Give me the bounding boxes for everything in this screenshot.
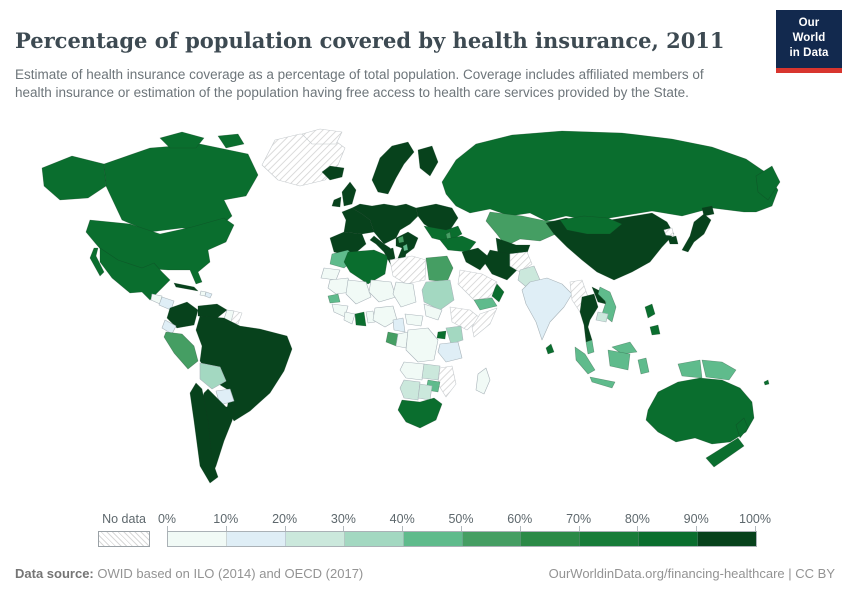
legend-bin[interactable] [698,532,756,546]
country-ivory-coast[interactable] [344,312,355,324]
legend-bin[interactable] [168,532,227,546]
country-russia[interactable] [442,131,778,221]
country-cambodia[interactable] [596,312,608,322]
country-yemen[interactable] [474,298,497,310]
country-egypt[interactable] [426,256,453,282]
legend-tick-label: 50% [448,512,474,526]
country-kenya[interactable] [446,326,463,344]
country-madagascar[interactable] [476,368,490,394]
country-cameroon[interactable] [393,318,405,332]
country-indonesia[interactable] [678,360,702,378]
country-central-african-republic[interactable] [405,314,423,326]
data-source-note [15,566,363,581]
legend-tick-label: 80% [624,512,650,526]
country-namibia[interactable] [400,380,420,400]
country-algeria[interactable] [344,250,388,284]
country-malaysia[interactable] [586,340,594,354]
owid-link[interactable]: OurWorldinData.org/financing-healthcare | CC BY [548,566,835,581]
legend-color-bar [167,531,757,547]
country-uganda[interactable] [437,331,446,339]
country-botswana[interactable] [418,384,432,400]
legend-tick-label: 30% [330,512,356,526]
country-mozambique[interactable] [438,366,456,397]
owid-logo-line1: Our World [792,17,826,44]
chart-footer [15,566,835,581]
country-libya[interactable] [390,256,426,284]
country-chad[interactable] [393,282,416,307]
owid-logo-line2: in Data [789,46,829,59]
legend-tick-label: 60% [507,512,533,526]
legend-bin[interactable] [286,532,345,546]
map-legend [0,512,850,552]
legend-bin[interactable] [463,532,522,546]
page-title: Percentage of population covered by health insurance, 2011 [15,28,725,54]
country-australia[interactable] [646,378,754,444]
country-zambia[interactable] [422,364,440,380]
country-ireland[interactable] [332,197,341,207]
legend-bin[interactable] [521,532,580,546]
legend-no-data-label: No data [102,512,146,526]
country-south-africa[interactable] [398,398,442,428]
country-saudi-arabia[interactable] [458,270,497,300]
country-sri-lanka[interactable] [546,344,554,354]
country-peru[interactable] [164,332,198,369]
country-somalia[interactable] [472,308,497,337]
country-indonesia[interactable] [638,358,649,374]
country-canada[interactable] [218,134,244,148]
legend-bin[interactable] [345,532,404,546]
country-western-sahara[interactable] [321,268,340,280]
legend-tick-label: 0% [157,512,177,526]
country-japan[interactable] [702,206,714,216]
legend-tick-label: 20% [272,512,298,526]
country-norway[interactable] [372,142,414,194]
country-fiji[interactable] [764,380,769,385]
country-dominican-republic[interactable] [205,292,212,298]
legend-tick-label: 100% [739,512,771,526]
legend-bin[interactable] [580,532,639,546]
country-thailand[interactable] [580,294,598,342]
country-philippines[interactable] [645,304,655,318]
legend-tick-label: 40% [389,512,415,526]
country-finland[interactable] [418,146,438,176]
owid-logo[interactable] [776,10,842,73]
country-indonesia[interactable] [590,377,615,388]
country-niger[interactable] [369,280,396,302]
legend-tick-label: 10% [213,512,239,526]
country-cuba[interactable] [174,283,198,291]
legend-bin[interactable] [404,532,463,546]
legend-no-data-swatch[interactable] [98,531,150,547]
country-papua-new-guinea[interactable] [702,360,736,380]
country-philippines[interactable] [650,325,660,335]
country-tanzania[interactable] [438,342,462,362]
country-dr-congo[interactable] [406,328,438,362]
legend-tick-label: 90% [683,512,709,526]
legend-tick-label: 70% [566,512,592,526]
country-canada[interactable] [104,144,258,232]
country-angola[interactable] [400,362,424,380]
country-senegal[interactable] [328,294,340,303]
country-india[interactable] [522,278,572,340]
chart-subtitle: Estimate of health insurance coverage as a percentage of total population. Coverage includes affiliated members of health insurance or estimation of the population having free access to health care services provided by the State. [15,66,704,101]
country-united-kingdom[interactable] [342,182,356,206]
data-source-label: Data source: [15,566,94,581]
legend-bin[interactable] [639,532,698,546]
legend-bin[interactable] [227,532,286,546]
country-canada[interactable] [160,132,204,148]
country-ghana[interactable] [355,312,366,326]
country-japan[interactable] [682,214,711,252]
data-source-text: OWID based on ILO (2014) and OECD (2017) [93,566,364,581]
country-united-states[interactable] [42,156,106,200]
world-map [0,120,850,505]
